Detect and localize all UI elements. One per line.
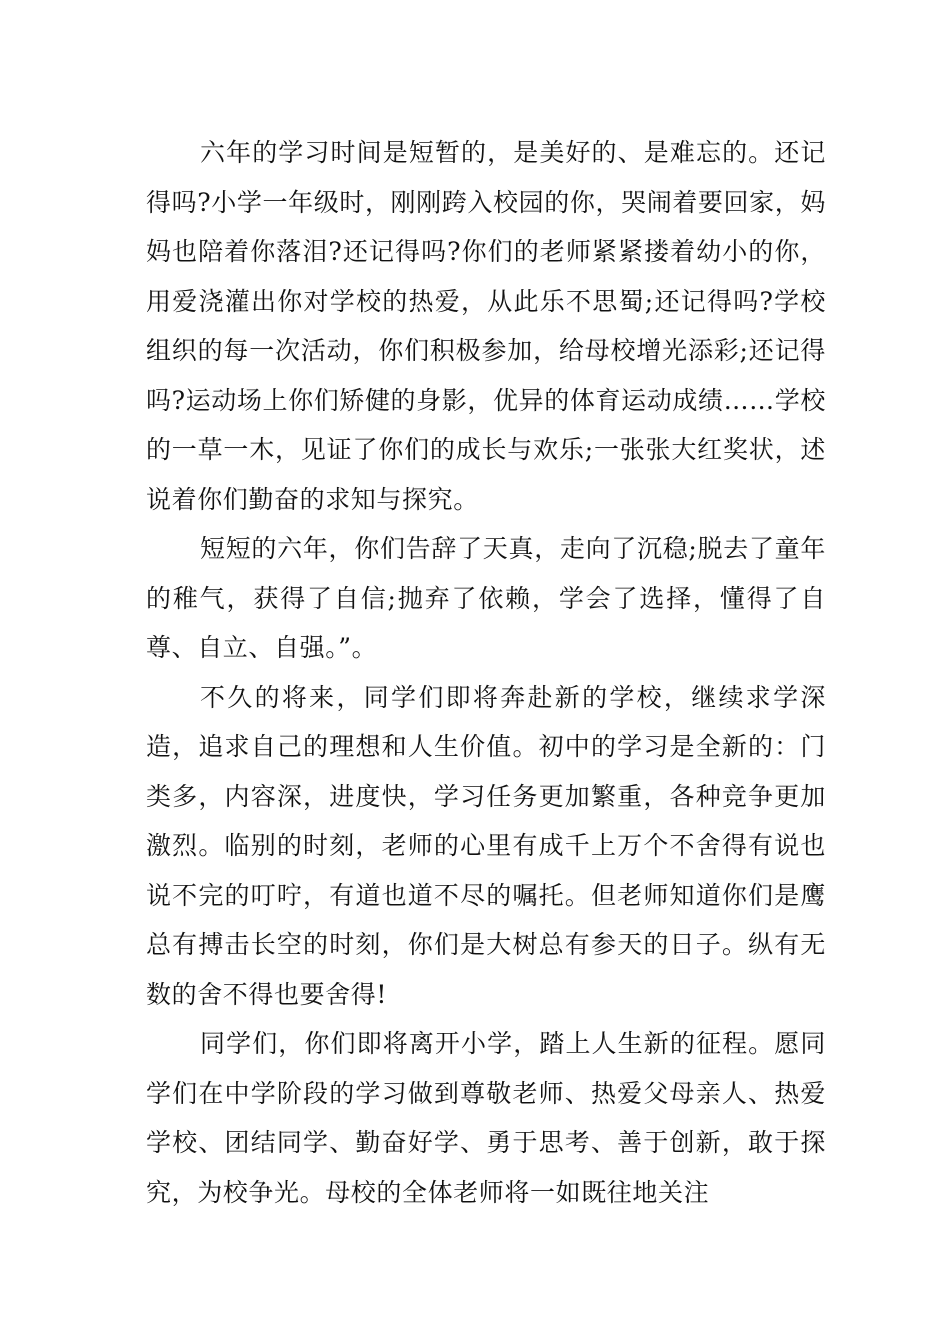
- paragraph-3: 不久的将来，同学们即将奔赴新的学校，继续求学深造，追求自己的理想和人生价值。初中的学习是全新的：门类多，内容深，进度快，学习任务更加繁重，各种竞争更加激烈。临别的时刻，老师的心里有成千上万个不舍得有说也说不完的叮咛，有道也道不尽的嘱托。但老师知道你们是鹰总有搏击长空的时刻，你们是大树总有参天的日子。纵有无数的舍不得也要舍得!: [146, 682, 826, 1009]
- paragraph-4: 同学们，你们即将离开小学，踏上人生新的征程。愿同学们在中学阶段的学习做到尊敬老师、热爱父母亲人、热爱学校、团结同学、勤奋好学、勇于思考、善于创新，敢于探究，为校争光。母校的全体老师将一如既往地关注: [146, 1029, 826, 1207]
- paragraph-2: 短短的六年，你们告辞了天真，走向了沉稳;脱去了童年的稚气，获得了自信;抛弃了依赖，学会了选择，懂得了自尊、自立、自强。”。: [146, 534, 826, 662]
- document-body: [146, 128, 826, 1217]
- paragraph-1: 六年的学习时间是短暂的，是美好的、是难忘的。还记得吗?小学一年级时，刚刚跨入校园的你，哭闹着要回家，妈妈也陪着你落泪?还记得吗?你们的老师紧紧搂着幼小的你，用爱浇灌出你对学校的热爱，从此乐不思蜀;还记得吗?学校组织的每一次活动，你们积极参加，给母校增光添彩;还记得吗?运动场上你们矫健的身影，优异的体育运动成绩……学校的一草一木，见证了你们的成长与欢乐;一张张大红奖状，述说着你们勤奋的求知与探究。: [146, 138, 826, 514]
